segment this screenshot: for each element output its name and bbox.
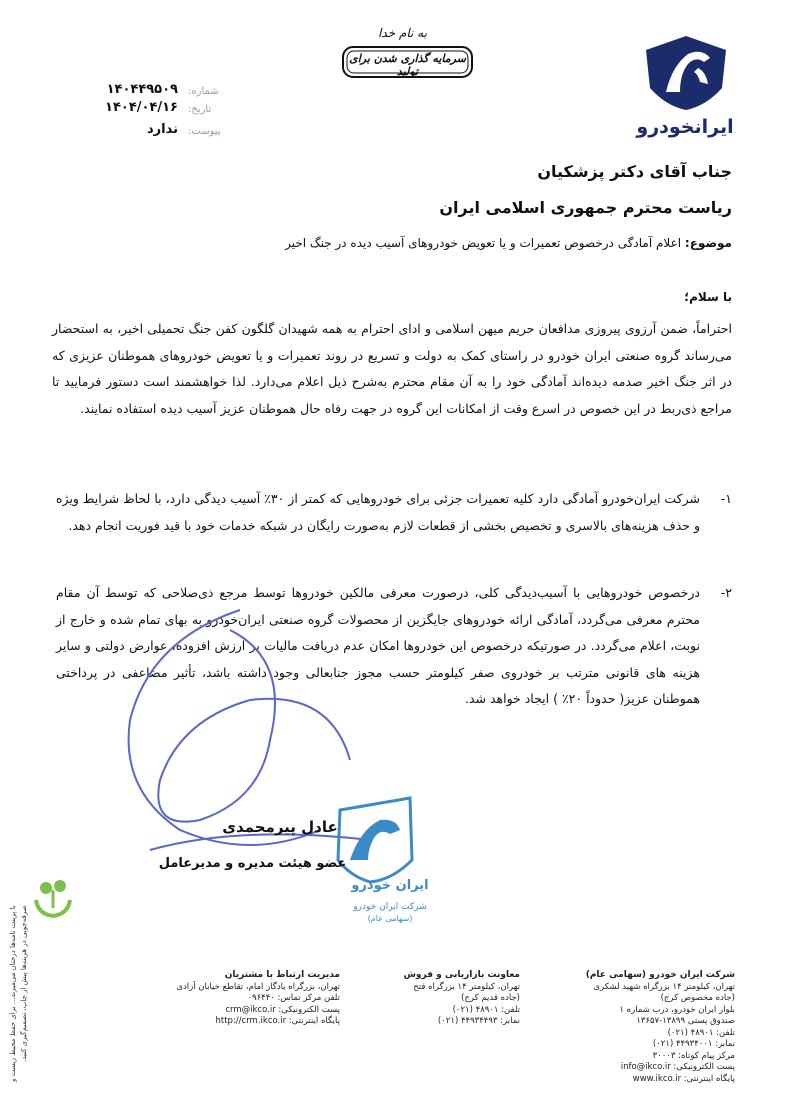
footer-column-head-office [545, 970, 735, 1085]
footer-line: پست الکترونیکی: crm@ikco.ir [225, 1004, 340, 1015]
intro-paragraph: احتراماً، ضمن آرزوی پیروزی مدافعان حریم میهن اسلامی و ادای احترام به همه شهیدان گلگون کفن جنگ تحمیلی اخیر، به استحضار می‌رساند گروه صنعتی ایران خودرو در راستای کمک به دولت و تسریع در روند تعمیرات و یا تعویض خودروهای هموطنان عزیزی که در اثر جنگ اخیر صدمه دیده‌اند آمادگی خود را به آن مقام محترم به‌شرح ذیل اعلام می‌دارد. لذا خواهشمند است دستور فرمایید تا مراجع ذی‌ربط در این خصوص در اسرع وقت از امکانات این گروه در جهت رفاه حال هموطنان عزیز آسیب دیده استفاده نمایند. [52, 321, 732, 416]
meta-label-number: شماره: [188, 86, 219, 97]
footer-line: تهران، کیلومتر ۱۴ بزرگراه شهید لشکری [593, 981, 735, 992]
list-item [56, 486, 732, 539]
slogan-text: سرمایه گذاری شدن برای تولید [349, 52, 466, 78]
footer-line: پایگاه اینترنتی: http://crm.ikco.ir [215, 1016, 340, 1026]
greeting: با سلام؛ [684, 290, 732, 304]
bismillah: به نام خدا [378, 26, 427, 40]
subject-line [52, 236, 732, 250]
meta-value-attachment: ندارد [146, 122, 178, 137]
meta-value-date: ۱۴۰۴/۰۴/۱۶ [105, 100, 178, 115]
footer-line: پایگاه اینترنتی: www.ikco.ir [632, 1073, 735, 1084]
logo-text: ایرانخودرو [636, 116, 734, 138]
seal-line-2: (سهامی عام) [367, 914, 413, 923]
signer-title: عضو هیئت مدیره و مدیرعامل [158, 856, 347, 871]
footer-line: تلفن: ۴۸۹۰۱ (۰۲۱) [667, 1027, 735, 1038]
footer-line: نمابر: ۴۴۹۳۴۴۹۳ (۰۲۱) [437, 1016, 520, 1026]
subject-text: اعلام آمادگی درخصوص تعمیرات و یا تعویض خودروهای آسیب دیده در جنگ اخیر [285, 236, 682, 250]
ikco-logo-icon [636, 32, 736, 112]
subject-label: موضوع: [684, 236, 732, 250]
footer-line: تلفن: ۴۸۹۰۱ (۰۲۱) [452, 1004, 520, 1015]
meta-value-number: ۱۴۰۴۴۹۵۰۹ [106, 82, 178, 97]
seal-line-1: شرکت ایران خودرو [353, 902, 427, 912]
footer-heading: مدیریت ارتباط با مشتریان [224, 970, 340, 980]
footer-line: مرکز پیام کوتاه: ۳۰۰۰۳ [652, 1050, 735, 1061]
footer-line: بلوار ایران خودرو، درب شماره ۱ [619, 1004, 735, 1015]
footer-line: صندوق پستی ۱۳۸۹۹-۱۳۶۵۷ [636, 1016, 735, 1026]
seal-brand: ایران خودرو [351, 878, 429, 893]
environment-note: با پرینت نامه‌ها درختان می‌میرند... برای حفظ محیط زیست و صرفه‌جویی در هزینه‌ها پیش از چاپ، تصمیم‌گیری کنید. [9, 905, 28, 1082]
meta-label-attachment: پیوست: [188, 126, 221, 137]
meta-label-date: تاریخ: [188, 104, 212, 115]
footer-line: (جاده مخصوص کرج) [660, 993, 735, 1003]
footer-line: (جاده قدیم کرج) [461, 993, 520, 1003]
footer-line: تلفن مرکز تماس: ۰۹۶۴۴۰ [247, 993, 340, 1003]
addressee-name: جناب آقای دکتر پزشکیان [537, 162, 732, 181]
signer-name: عادل پیرمحمدی [222, 818, 338, 836]
item-number: ۲- [720, 585, 732, 600]
footer-line: تهران، بزرگراه یادگار امام، تقاطع خیابان آزادی [176, 981, 340, 992]
footer-column-crm [140, 970, 340, 1028]
footer-line: پست الکترونیکی: info@ikco.ir [620, 1062, 735, 1072]
footer-heading: شرکت ایران خودرو (سهامی عام) [585, 970, 735, 980]
item-text: شرکت ایران‌خودرو آمادگی دارد کلیه تعمیرات جزئی برای خودروهایی که کمتر از ۳۰٪ آسیب دیدگی دارد، با لحاظ شرایط ویژه و حذف هزینه‌های بالاسری و تخصیص بخشی از قطعات لازم به‌صورت رایگان در شبکه خدمات خود با قید فوریت انجام دهد. [56, 491, 700, 533]
addressee-title: ریاست محترم جمهوری اسلامی ایران [439, 198, 732, 217]
item-text: درخصوص خودروهایی با آسیب‌دیدگی کلی، درصورت معرفی مالکین خودروها توسط مرجع ذی‌صلاحی که توسط آن مقام محترم معرفی می‌گردد، آمادگی ارائه خودروهای جایگزین از محصولات گروه صنعتی ایران‌خودرو به بهای تمام شده و خارج از نوبت، اعلام می‌گردد. در صورتیکه درخصوص این خودروها امکان عدم دریافت مالیات بر ارزش افزوده، عوارض دولتی و سایر هزینه های قانونی مترتب بر خودروی صفر کیلومتر حسب مجوز جنابعالی وجود داشته باشد، تأثیر مضاعفی در پرداختی هموطنان عزیز( حدوداً ۲۰٪ ) ایجاد خواهد شد. [56, 585, 700, 706]
footer-line: نمابر: ۴۴۹۳۴۰۰۱ (۰۲۱) [652, 1039, 735, 1049]
company-seal-icon [320, 790, 430, 920]
footer-column-sales [360, 970, 520, 1028]
item-number: ۱- [720, 491, 732, 506]
footer-line: تهران، کیلومتر ۱۴ بزرگراه فتح [413, 981, 520, 992]
footer-heading: معاونت بازاریابی و فروش [403, 970, 520, 980]
